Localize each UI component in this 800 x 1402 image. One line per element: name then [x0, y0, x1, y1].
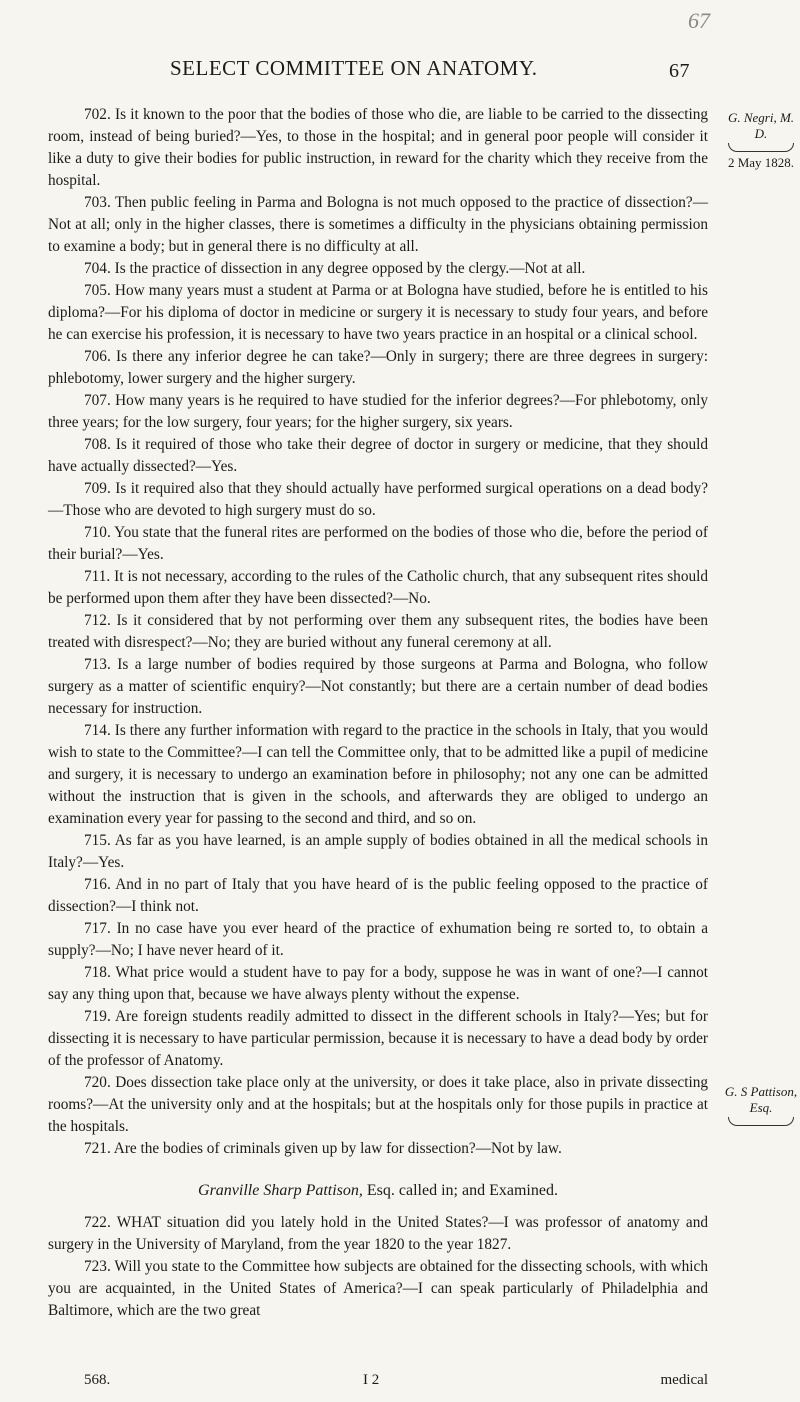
- paragraph-text: Will you state to the Committee how subjects are obtained for the dissecting schools, with which you are acquainted, in the United States of America?—I can speak particularly of Philadelphia and Baltimore, which are the two great: [48, 1258, 708, 1319]
- testimony-paragraph: [48, 258, 708, 280]
- testimony-paragraph: [48, 830, 708, 874]
- question-number: 704.: [84, 260, 111, 277]
- page-number: 67: [669, 60, 690, 82]
- question-number: 711.: [84, 568, 111, 585]
- paragraph-text: Is it known to the poor that the bodies of those who die, are liable to be carried to the dissecting room, instead of being buried?—Yes, to those in the hospital; and in general poor people will consider it like a duty to give their bodies for public instruction, in reward for the charity which they receive from the hospital.: [48, 106, 708, 189]
- question-number: 709.: [84, 480, 111, 497]
- testimony-paragraph: [48, 478, 708, 522]
- testimony-paragraph: [48, 566, 708, 610]
- question-number: 723.: [84, 1258, 111, 1275]
- question-number: 718.: [84, 964, 111, 981]
- paragraph-text: Is it required also that they should actually have performed surgical operations on a dead body?—Those who are devoted to high surgery must do so.: [48, 480, 709, 519]
- question-number: 720.: [84, 1074, 111, 1091]
- testimony-paragraph: [48, 874, 708, 918]
- paragraph-text: You state that the funeral rites are performed on the bodies of those who die, before the period of their burial?—Yes.: [48, 524, 708, 563]
- paragraph-text: Are the bodies of criminals given up by law for dissection?—Not by law.: [113, 1140, 562, 1157]
- testimony-section-pattison: [48, 1212, 708, 1322]
- running-title: SELECT COMMITTEE ON ANATOMY.: [170, 56, 538, 80]
- question-number: 717.: [84, 920, 111, 937]
- paragraph-text: Is there any inferior degree he can take?—Only in surgery; there are three degrees in surgery: phlebotomy, lower surgery and the higher surgery.: [48, 348, 709, 387]
- question-number: 714.: [84, 722, 111, 739]
- paragraph-text: Then public feeling in Parma and Bologna is not much opposed to the practice of dissection?—Not at all; only in the higher classes, there is sometimes a difficulty in the physicians obtaining permission to examine a body; but in general there is no difficulty at all.: [48, 194, 708, 255]
- question-number: 705.: [84, 282, 111, 299]
- question-number: 715.: [84, 832, 111, 849]
- testimony-section-negri: [48, 104, 708, 1160]
- question-number: 703.: [84, 194, 111, 211]
- paragraph-text: It is not necessary, according to the rules of the Catholic church, that any subsequent rites should be performed upon them after they have been dissected?—No.: [48, 568, 709, 607]
- paragraph-text: Is a large number of bodies required by those surgeons at Parma and Bologna, who follow surgery as a matter of scientific enquiry?—Not constantly; but there are a certain number of dead bodies necessary for instruction.: [48, 656, 708, 717]
- paragraph-text: Is the practice of dissection in any degree opposed by the clergy.—Not at all.: [114, 260, 586, 277]
- margin-date: 2 May 1828.: [727, 155, 795, 170]
- handwritten-page-mark: 67: [688, 8, 710, 33]
- question-number: 710.: [84, 524, 111, 541]
- testimony-paragraph: [48, 654, 708, 720]
- margin-witness-name: G. Negri, M. D.: [727, 110, 795, 141]
- paragraph-text: Are foreign students readily admitted to dissect in the different schools in Italy?—Yes; but for dissecting it is necessary to have particular permission, because it is necessary to have a dead body by order of the professor of Anatomy.: [48, 1008, 709, 1069]
- paragraph-text: Does dissection take place only at the university, or does it take place, also in private dissecting rooms?—At the university only and at the hospitals; but at the hospitals only for those pupils in practice at the hospitals.: [48, 1074, 708, 1135]
- paragraph-text: How many years is he required to have studied for the inferior degrees?—For phlebotomy, only three years; for the low surgery, four years; for the higher surgery, six years.: [48, 392, 708, 431]
- question-number: 716.: [84, 876, 111, 893]
- paragraph-text: As far as you have learned, is an ample supply of bodies obtained in all the medical schools in Italy?—Yes.: [48, 832, 708, 871]
- testimony-paragraph: [48, 1212, 708, 1256]
- question-number: 712.: [84, 612, 111, 629]
- witness-heading-rest: Esq. called in; and Examined.: [366, 1182, 558, 1199]
- question-number: 721.: [84, 1140, 111, 1157]
- witness-name: Granville Sharp Pattison,: [198, 1182, 363, 1199]
- testimony-paragraph: [48, 434, 708, 478]
- testimony-paragraph: [48, 390, 708, 434]
- testimony-paragraph: [48, 346, 708, 390]
- testimony-paragraph: [48, 104, 708, 192]
- paragraph-text: And in no part of Italy that you have heard of is the public feeling opposed to the practice of dissection?—I think not.: [48, 876, 708, 915]
- paragraph-text: How many years must a student at Parma or at Bologna have studied, before he is entitled to his diploma?—For his diploma of doctor in medicine or surgery it is necessary to study four years, and before he can exercise his profession, it is necessary to have two years practice in an hospital or a clinical school.: [48, 282, 708, 343]
- question-number: 713.: [84, 656, 111, 673]
- printer-signature: 568.: [84, 1372, 111, 1388]
- paragraph-text: What price would a student have to pay for a body, suppose he was in want of one?—I cannot say any thing upon that, because we have always plenty without the expense.: [48, 964, 708, 1003]
- brace-mark: [728, 143, 794, 152]
- margin-witness-name: G. S Pattison, Esq.: [724, 1084, 798, 1115]
- testimony-body: [48, 104, 708, 1322]
- brace-mark: [728, 1117, 794, 1126]
- witness-heading: [48, 1180, 708, 1202]
- question-number: 719.: [84, 1008, 111, 1025]
- paragraph-text: Is it required of those who take their degree of doctor in surgery or medicine, that they should have actually dissected?—Yes.: [48, 436, 708, 475]
- question-number: 706.: [84, 348, 111, 365]
- testimony-paragraph: [48, 280, 708, 346]
- testimony-paragraph: [48, 1256, 708, 1322]
- testimony-paragraph: [48, 1072, 708, 1138]
- paragraph-text: Is it considered that by not performing over them any subsequent rites, the bodies have been treated with disrespect?—No; they are buried without any funeral ceremony at all.: [48, 612, 708, 651]
- testimony-paragraph: [48, 1138, 708, 1160]
- question-number: 708.: [84, 436, 111, 453]
- page-header: [170, 56, 690, 81]
- testimony-paragraph: [48, 1006, 708, 1072]
- paragraph-text: In no case have you ever heard of the practice of exhumation being re sorted to, to obtain a supply?—No; I have never heard of it.: [48, 920, 708, 959]
- testimony-paragraph: [48, 192, 708, 258]
- paragraph-text: WHAT situation did you lately hold in the United States?—I was professor of anatomy and surgery in the University of Maryland, from the year 1820 to the year 1827.: [48, 1214, 708, 1253]
- paragraph-text: Is there any further information with regard to the practice in the schools in Italy, that you would wish to state to the Committee?—I can tell the Committee only, that to be admitted like a pupil of medicine and surgery, it is necessary to undergo an examination before in philosophy; not any one can be admitted without the instruction that is given in the schools, and afterwards they are obliged to undergo an examination every year for passing to the second and third, and so on.: [48, 722, 708, 827]
- testimony-paragraph: [48, 522, 708, 566]
- testimony-paragraph: [48, 720, 708, 830]
- testimony-paragraph: [48, 962, 708, 1006]
- testimony-paragraph: [48, 918, 708, 962]
- question-number: 702.: [84, 106, 111, 123]
- question-number: 722.: [84, 1214, 111, 1231]
- question-number: 707.: [84, 392, 111, 409]
- margin-note-witness-pattison: [722, 1084, 800, 1129]
- sheet-signature: I 2: [363, 1372, 380, 1388]
- catchword: medical: [660, 1372, 708, 1388]
- margin-note-witness-negri: [722, 110, 800, 171]
- testimony-paragraph: [48, 610, 708, 654]
